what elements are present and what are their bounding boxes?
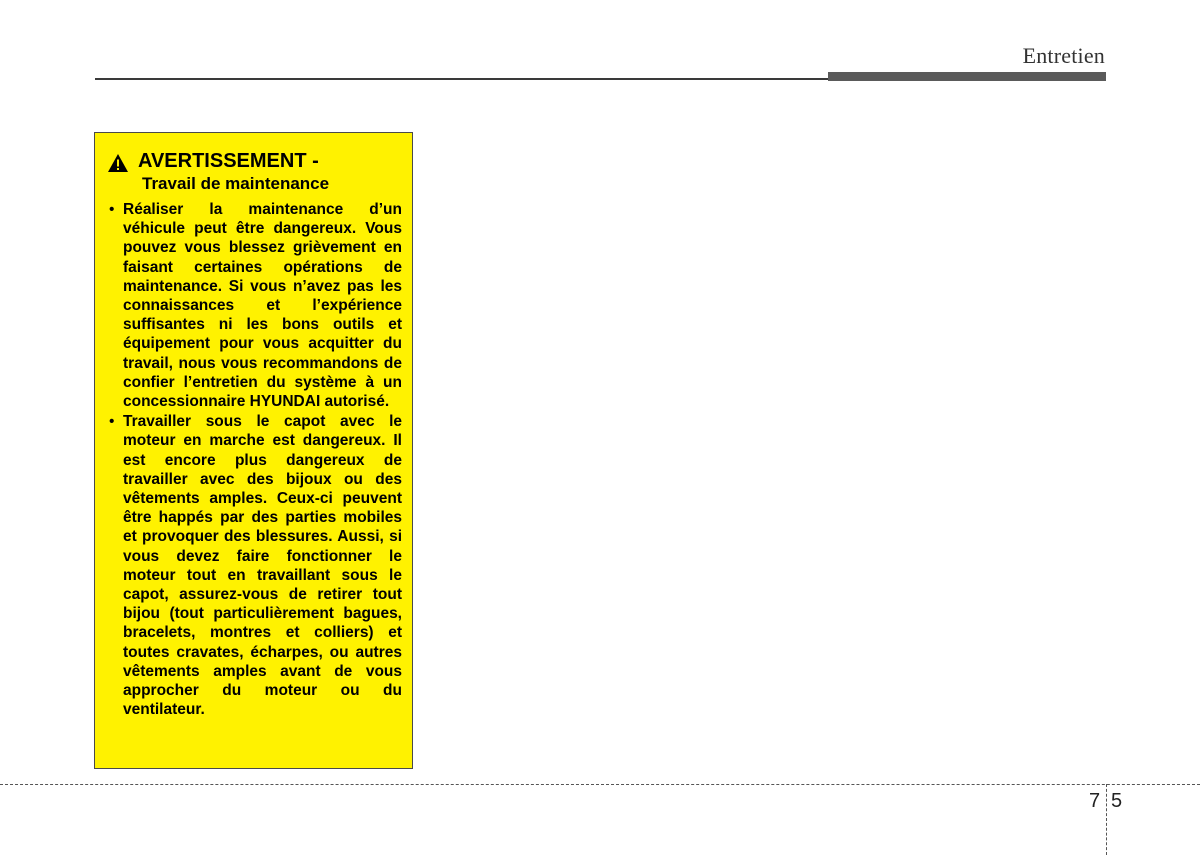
chapter-number: 7 — [1089, 790, 1101, 812]
footer-divider — [0, 784, 1200, 785]
list-item-text: Réaliser la maintenance d’un véhicule peut être dangereux. Vous pouvez vous blessez grièvement en faisant certaines opérations de maintenance. Si vous n’avez pas les connaissances et l’expérience suffisantes ni les bons outils et équipement pour vous acquitter du travail, nous vous recommandons de confier l’entretien du système à un concessionnaire HYUNDAI autorisé. — [123, 201, 402, 411]
page-number: 5 — [1111, 790, 1123, 812]
warning-box — [94, 132, 413, 769]
footer-page-divider — [1106, 784, 1107, 855]
section-title: Entretien — [1022, 43, 1105, 68]
bullet-icon: • — [109, 413, 115, 431]
header-rule-accent — [828, 72, 1106, 81]
warning-title: AVERTISSEMENT - — [138, 150, 319, 172]
warning-subtitle: Travail de maintenance — [142, 174, 330, 193]
warning-triangle-icon — [107, 153, 129, 173]
bullet-icon: • — [109, 201, 115, 218]
list-item — [107, 412, 402, 719]
warning-header — [107, 147, 402, 173]
list-item-text: Travailler sous le capot avec le moteur en marche est dangereux. Il est encore plus dangereux de travailler avec des bijoux ou des vêtements amples. Ceux-ci peuvent être happés par des parties mobiles et provoquer des blessures. Aussi, si vous devez faire fonctionner le moteur tout en travaillant sous le capot, assurez-vous de retirer tout bijou (tout particulièrement bagues, bracelets, montres et colliers) et toutes cravates, écharpes, ou autres vêtements amples avant de vous approcher du moteur ou du ventilateur. — [123, 413, 402, 719]
warning-list — [107, 200, 402, 719]
list-item — [107, 200, 402, 411]
header-rule — [95, 78, 828, 80]
